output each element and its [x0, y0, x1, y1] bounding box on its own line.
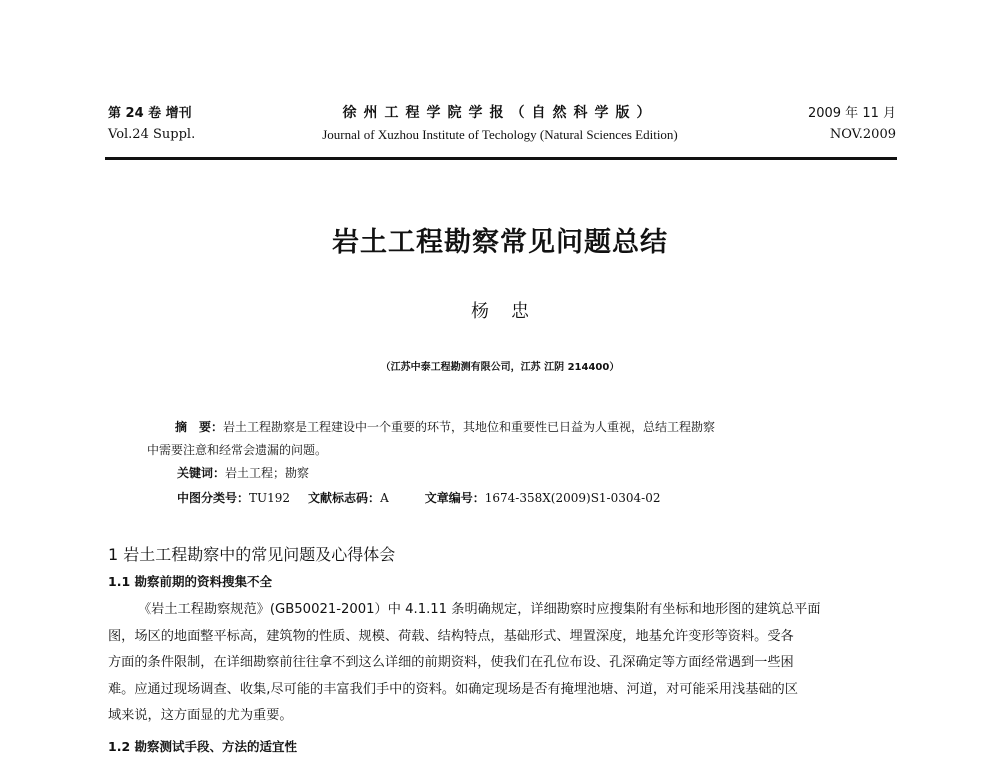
header-journal-en: Journal of Xuzhou Institute of Techology (Natural Sciences Edition) [322, 127, 678, 142]
header-journal [280, 103, 720, 145]
section-1-2-heading: 1.2 勘察测试手段、方法的适宜性 [108, 739, 297, 754]
header-date-cn: 2009 年 11 月 [807, 106, 896, 121]
paragraph-line: 图，场区的地面整平标高，建筑物的性质、规模、荷载、结构特点，基础形式、埋置深度，地基允许变形等资料。受各 [108, 628, 794, 644]
clc-value: TU192 [249, 491, 291, 505]
section-1-1-paragraph [108, 597, 896, 730]
paper-author: 杨忠 [471, 301, 551, 322]
header-date-en: NOV.2009 [829, 127, 896, 142]
clc-label: 中图分类号： [177, 491, 250, 505]
keywords-value: 岩土工程；勘察 [225, 466, 310, 480]
paper-affiliation: （江苏中泰工程勘测有限公司，江苏 江阴 214400） [380, 362, 620, 373]
abstract-text-1: 岩土工程勘察是工程建设中一个重要的环节，其地位和重要性已日益为人重视，总结工程勘察 [223, 420, 716, 434]
abstract-line-1 [147, 416, 877, 439]
abstract [147, 416, 877, 462]
paragraph-line: 方面的条件限制，在详细勘察前往往拿不到这么详细的前期资料，使我们在孔位布设、孔深确定等方面经常遇到一些困 [108, 655, 794, 670]
paragraph-line: 难。应通过现场调查、收集,尽可能的丰富我们手中的资料。如确定现场是否有掩埋池塘、河道，对可能采用浅基础的区 [108, 681, 798, 697]
paragraph-line: 《岩土工程勘察规范》(GB50021-2001）中 4.1.11 条明确规定，详细勘察时应搜集附有坐标和地形图的建筑总平面 [138, 602, 821, 617]
keywords-label: 关键词： [177, 466, 226, 480]
section-1-1-heading: 1.1 勘察前期的资料搜集不全 [108, 574, 272, 589]
abstract-label: 摘 要： [175, 420, 224, 434]
abstract-text-2: 中需要注意和经常会遗漏的问题。 [147, 443, 328, 457]
doc-code-label: 文献标志码： [308, 491, 381, 505]
section-1-heading: 1 岩土工程勘察中的常见问题及心得体会 [108, 545, 396, 564]
header-volume [108, 103, 195, 145]
header-volume-en: Vol.24 Suppl. [108, 127, 196, 142]
keywords [177, 462, 309, 485]
paragraph-line: 域来说，这方面显的尤为重要。 [108, 708, 293, 723]
classification [177, 487, 660, 510]
header-volume-cn: 第 24 卷 增刊 [108, 106, 192, 121]
header-date [808, 103, 896, 145]
article-no-label: 文章编号： [424, 491, 485, 505]
header-rule [105, 157, 897, 160]
article-no-value: 1674-358X(2009)S1-0304-02 [484, 491, 661, 505]
doc-code-value: A [380, 491, 389, 505]
header-journal-cn: 徐州工程学院学报（自然科学版） [342, 105, 658, 121]
paper-title: 岩土工程勘察常见问题总结 [332, 227, 668, 258]
